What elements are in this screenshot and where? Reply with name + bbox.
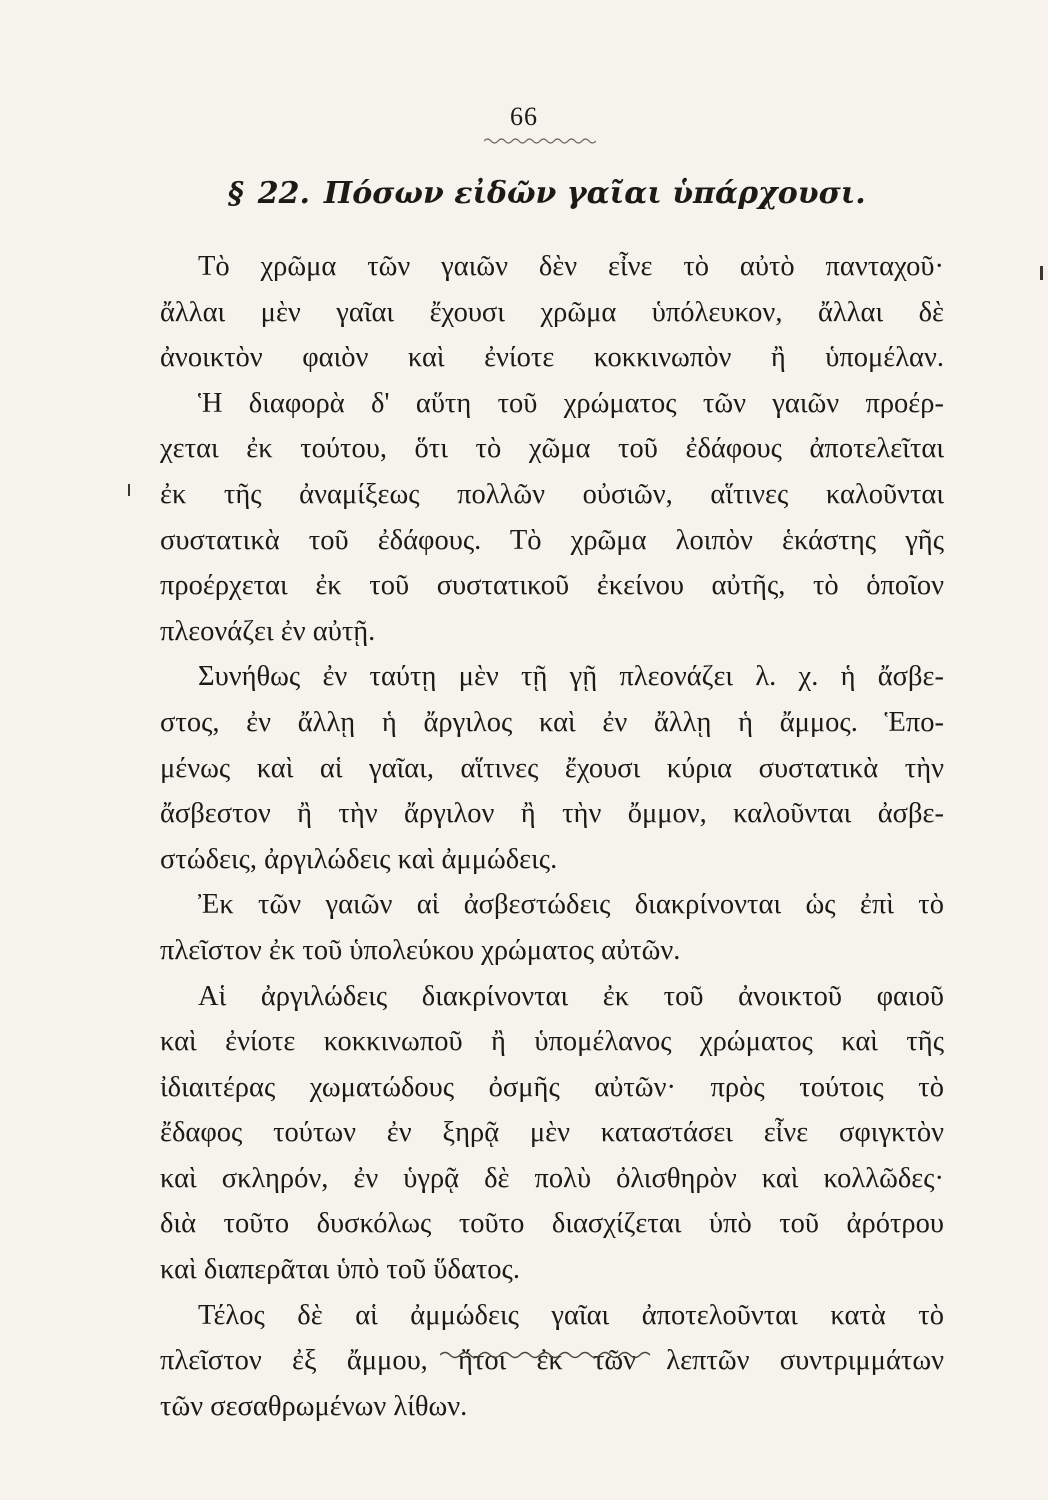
text-line: ἔδαφος τούτων ἐν ξηρᾷ μὲν καταστάσει εἶνε σφιγκτὸν — [160, 1117, 944, 1149]
text-line: πλεονάζει ἐν αὐτῇ. — [160, 615, 376, 647]
text-line: Αἱ ἀργιλώδεις διακρίνονται ἐκ τοῦ ἀνοικτοῦ φαιοῦ — [198, 980, 944, 1012]
text-line: ἐκ τῆς ἀναμίξεως πολλῶν οὐσιῶν, αἵτινες καλοῦνται — [160, 478, 944, 510]
text-line: καὶ διαπερᾶται ὑπὸ τοῦ ὕδατος. — [160, 1254, 520, 1286]
text-line: Συνήθως ἐν ταύτῃ μὲν τῇ γῇ πλεονάζει λ. χ. ἡ ἄσβε- — [198, 661, 944, 693]
text-line: καὶ ἐνίοτε κοκκινωποῦ ἢ ὑπομέλανος χρώματος καὶ τῆς — [160, 1026, 944, 1058]
section-symbol: § — [228, 176, 244, 211]
scan-edge-mark — [1040, 266, 1043, 280]
section-number: 22. — [257, 176, 310, 211]
text-line: ἀνοικτὸν φαιὸν καὶ ἐνίοτε κοκκινωπὸν ἢ ὑπομέλαν. — [160, 342, 944, 374]
text-line: καὶ σκληρόν, ἐν ὑγρᾷ δὲ πολὺ ὀλισθηρὸν καὶ κολλῶδες· — [160, 1162, 944, 1194]
text-line: πλεῖστον ἐκ τοῦ ὑπολεύκου χρώματος αὐτῶν. — [160, 934, 681, 966]
text-line: πλεῖστον ἐξ ἄμμου, ἤτοι ἐκ τῶν λεπτῶν συντριμμάτων — [160, 1345, 944, 1377]
text-line: στώδεις, ἀργιλώδεις καὶ ἀμμώδεις. — [160, 843, 558, 875]
text-line: στος, ἐν ἄλλῃ ἡ ἄργιλος καὶ ἐν ἄλλῃ ἡ ἄμμος. Ἑπο- — [160, 706, 944, 738]
body-text — [160, 244, 944, 1429]
section-title: Πόσων εἰδῶν γαῖαι ὑπάρχουσι. — [323, 176, 866, 211]
text-line: χεται ἐκ τούτου, ὅτι τὸ χῶμα τοῦ ἐδάφους ἀποτελεῖται — [160, 433, 944, 465]
text-line: Ἐκ τῶν γαιῶν αἱ ἀσβεστώδεις διακρίνονται ὡς ἐπὶ τὸ — [198, 889, 944, 921]
text-line: Ἡ διαφορὰ δ' αὕτη τοῦ χρώματος τῶν γαιῶν προέρ- — [198, 387, 944, 419]
wavy-end-ornament — [440, 1348, 652, 1362]
text-line: Τὸ χρῶμα τῶν γαιῶν δὲν εἶνε τὸ αὐτὸ πανταχοῦ· — [198, 251, 944, 282]
text-line: συστατικὰ τοῦ ἐδάφους. Τὸ χρῶμα λοιπὸν ἑκάστης γῆς — [160, 524, 944, 556]
page-number: 66 — [510, 102, 538, 131]
scan-edge-mark — [128, 484, 130, 496]
text-line: ἄσβεστον ἢ τὴν ἄργιλον ἢ τὴν ὄμμον, καλοῦνται ἀσβε- — [160, 798, 944, 830]
wavy-rule-ornament — [484, 136, 596, 146]
text-line: προέρχεται ἐκ τοῦ συστατικοῦ ἐκείνου αὐτῆς, τὸ ὁποῖον — [160, 570, 944, 602]
text-line: μένως καὶ αἱ γαῖαι, αἵτινες ἔχουσι κύρια συστατικὰ τὴν — [160, 752, 944, 784]
text-line: ἄλλαι μὲν γαῖαι ἔχουσι χρῶμα ὑπόλευκον, ἄλλαι δὲ — [160, 296, 944, 328]
section-heading — [228, 174, 868, 214]
text-line: τῶν σεσαθρωμένων λίθων. — [160, 1390, 468, 1422]
text-line: Τέλος δὲ αἱ ἀμμώδεις γαῖαι ἀποτελοῦνται κατὰ τὸ — [198, 1299, 944, 1331]
text-line: διὰ τοῦτο δυσκόλως τοῦτο διασχίζεται ὑπὸ τοῦ ἀρότρου — [160, 1208, 944, 1240]
text-line: ἰδιαιτέρας χωματώδους ὀσμῆς αὐτῶν· πρὸς τούτοις τὸ — [160, 1071, 944, 1103]
